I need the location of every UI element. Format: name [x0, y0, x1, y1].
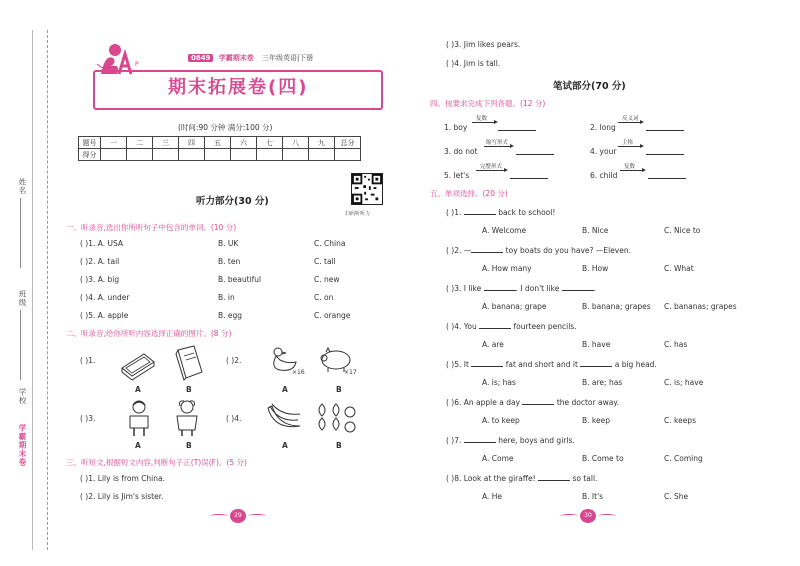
q5-option-c[interactable]: C. bananas; grapes	[664, 302, 737, 311]
q4-word: 1. boy	[444, 123, 468, 132]
score-table	[78, 136, 361, 161]
score-cell: 四	[179, 137, 205, 149]
q4-requirement: 主格	[622, 140, 634, 146]
q4-word: 6. child	[590, 171, 618, 180]
q5-option-b[interactable]: B. Come to	[582, 454, 624, 463]
ornament-left	[560, 514, 578, 518]
q4-word: 2. long	[590, 123, 616, 132]
option-a-label: A	[135, 441, 141, 450]
school-label: 学校	[18, 388, 27, 405]
q5-question-text: .	[593, 284, 597, 293]
score-input-cell[interactable]	[127, 149, 153, 161]
class-label: 班级	[18, 290, 27, 307]
q4-answer-blank[interactable]	[648, 171, 686, 181]
score-input-cell[interactable]	[335, 149, 361, 161]
page-number-left	[208, 509, 268, 523]
page-number-value: 29	[230, 509, 246, 523]
q1-option-c[interactable]: C. new	[314, 275, 340, 284]
q4-answer-blank[interactable]	[646, 123, 684, 133]
option-a-label: A	[282, 385, 288, 394]
q4-requirement: 反义词	[622, 116, 639, 122]
q5-option-b[interactable]: B. It's	[582, 492, 604, 501]
option-b-label: B	[186, 441, 192, 450]
score-cell: 七	[257, 137, 283, 149]
score-input-cell[interactable]	[283, 149, 309, 161]
score-cell: 一	[101, 137, 127, 149]
q5-option-c[interactable]: C. keeps	[664, 416, 696, 425]
q5-heading: 五、单项选择。(20 分)	[430, 189, 508, 198]
q3-item[interactable]: ( )2. Lily is Jim's sister.	[80, 492, 164, 501]
q1-option-b[interactable]: B. in	[218, 293, 235, 302]
q1-item-number[interactable]: ( )3. A. big	[80, 275, 120, 284]
q2-item-number[interactable]: ( )1.	[80, 356, 96, 365]
q5-option-a[interactable]: A. are	[482, 340, 504, 349]
q5-question[interactable]	[446, 473, 597, 483]
ornament-left	[210, 514, 228, 518]
q5-question[interactable]	[446, 207, 555, 217]
q4-requirement: 完整形式	[480, 164, 503, 170]
q5-question[interactable]	[446, 397, 619, 407]
score-row-header	[79, 137, 361, 149]
q1-option-b[interactable]: B. beautiful	[218, 275, 262, 284]
q5-option-b[interactable]: B. banana; grapes	[582, 302, 651, 311]
page-title: 期末拓展卷(四)	[168, 77, 309, 98]
q4-heading: 四、按要求完成下列各题。(12 分)	[430, 99, 546, 108]
q1-option-b[interactable]: B. ten	[218, 257, 241, 266]
q1-option-b[interactable]: B. UK	[218, 239, 239, 248]
q1-option-c[interactable]: C. on	[314, 293, 334, 302]
time-info: (时间:90 分钟 满分:100 分)	[178, 123, 273, 132]
score-cell: 总分	[335, 137, 361, 149]
q5-option-a[interactable]: A. He	[482, 492, 503, 501]
binding-line	[32, 30, 33, 550]
q3-heading: 三、听短文,根据短文内容,判断句子正(T)误(F)。(5 分)	[66, 458, 247, 467]
q4-answer-blank[interactable]	[498, 123, 536, 133]
q2-item-number[interactable]: ( )2.	[226, 356, 242, 365]
q5-question-text: toy boats do you have? —Eleven.	[505, 246, 631, 255]
q4-requirement: 复数	[624, 164, 636, 170]
name-label: 姓名	[18, 178, 27, 195]
q5-question-text: the doctor away.	[556, 398, 620, 407]
pencil-box-icon[interactable]	[118, 348, 158, 382]
page-number-value: 30	[580, 509, 596, 523]
arrow-icon	[620, 170, 644, 171]
option-a-label: A	[135, 385, 141, 394]
score-cell: 五	[205, 137, 231, 149]
score-cell: 六	[231, 137, 257, 149]
ornament-right	[598, 514, 616, 518]
score-input-cell[interactable]	[179, 149, 205, 161]
q5-question-text: ( )4. You	[446, 322, 477, 331]
score-cell: 二	[127, 137, 153, 149]
grade-info: 三年级英语|下册	[261, 54, 314, 62]
q5-option-c[interactable]: C. She	[664, 492, 689, 501]
q5-option-b[interactable]: B. keep	[582, 416, 610, 425]
qr-label: 扫码听听力	[345, 211, 371, 217]
q4-answer-blank[interactable]	[646, 147, 684, 157]
q1-option-c[interactable]: C. orange	[314, 311, 351, 320]
score-input-cell[interactable]	[309, 149, 335, 161]
bananas-icon[interactable]	[264, 400, 304, 434]
option-b-label: B	[336, 385, 342, 394]
q5-question-text: ( )3. I like	[446, 284, 482, 293]
q1-item-number[interactable]: ( )4. A. under	[80, 293, 130, 302]
q1-option-c[interactable]: C. China	[314, 239, 346, 248]
q5-option-b[interactable]: B. How	[582, 264, 609, 273]
q5-question[interactable]	[446, 283, 596, 293]
q5-question-text: ( )7.	[446, 436, 462, 445]
q5-option-a[interactable]: A. is; has	[482, 378, 516, 387]
score-row-values	[79, 149, 361, 161]
score-cell: 三	[153, 137, 179, 149]
q1-heading: 一、听录音,选出你所听句子中包含的单词。(10 分)	[66, 223, 237, 232]
q1-item-number[interactable]: ( )1. A. USA	[80, 239, 124, 248]
written-title: 笔试部分(70 分)	[553, 81, 626, 92]
name-field-line[interactable]	[20, 198, 21, 268]
score-cell: 得分	[79, 149, 101, 161]
q5-question-text: a big head.	[614, 360, 657, 369]
q5-option-b[interactable]: B. are; has	[582, 378, 623, 387]
q5-option-a[interactable]: A. How many	[482, 264, 532, 273]
series-name: 学霸期末卷	[218, 54, 254, 62]
q1-option-b[interactable]: B. egg	[218, 311, 243, 320]
q1-item-number[interactable]: ( )2. A. tail	[80, 257, 120, 266]
score-input-cell[interactable]	[205, 149, 231, 161]
q5-question-text: here, boys and girls.	[498, 436, 575, 445]
cut-line	[47, 30, 48, 550]
q5-option-c[interactable]: C. Coming	[664, 454, 703, 463]
arrow-icon	[472, 122, 496, 123]
q5-option-c[interactable]: C. Nice to	[664, 226, 701, 235]
q5-question-text: ( )8. Look at the giraffe!	[446, 474, 536, 483]
q5-option-b[interactable]: B. Nice	[582, 226, 609, 235]
duck-count: ×16	[292, 369, 305, 376]
score-cell: 九	[309, 137, 335, 149]
q2-item-number[interactable]: ( )4.	[226, 414, 242, 423]
q5-question[interactable]	[446, 435, 575, 445]
q5-option-a[interactable]: A. Welcome	[482, 226, 527, 235]
q5-question-text: ( )5. It	[446, 360, 469, 369]
q1-item-number[interactable]: ( )5. A. apple	[80, 311, 129, 320]
binding-strip	[0, 0, 58, 566]
q5-question-text: fat and short and it	[505, 360, 578, 369]
q5-question-text: ( )1.	[446, 208, 462, 217]
q4-answer-blank[interactable]	[510, 171, 548, 181]
option-b-label: B	[186, 385, 192, 394]
q5-question-text: ( )2. —	[446, 246, 472, 255]
arrow-icon	[484, 146, 512, 147]
q3-item[interactable]: ( )4. Jim is tall.	[446, 59, 501, 68]
q5-question-text: fourteen pencils.	[513, 322, 577, 331]
q5-question[interactable]	[446, 321, 577, 331]
q4-word: 3. do not	[444, 147, 478, 156]
q4-requirement: 缩写形式	[486, 140, 509, 146]
q5-question-text: back to school!	[498, 208, 556, 217]
score-input-cell[interactable]	[257, 149, 283, 161]
q4-word: 4. your	[590, 147, 617, 156]
q5-question-text: . I don't like	[515, 284, 560, 293]
series-line	[188, 53, 313, 63]
q5-option-a[interactable]: A. banana; grape	[482, 302, 547, 311]
arrow-icon	[618, 122, 642, 123]
score-input-cell[interactable]	[101, 149, 127, 161]
grandpa-icon[interactable]	[172, 398, 202, 438]
q5-option-c[interactable]: C. What	[664, 264, 694, 273]
q3-item[interactable]: ( )1. Lily is from China.	[80, 474, 165, 483]
ornament-right	[248, 514, 266, 518]
q4-word: 5. let's	[444, 171, 470, 180]
series-tag: 0849	[188, 54, 213, 62]
arrow-icon	[476, 170, 506, 171]
q4-answer-blank[interactable]	[516, 147, 554, 157]
strawberries-icon[interactable]	[314, 400, 358, 436]
book-icon[interactable]	[172, 344, 206, 382]
boy-icon[interactable]	[124, 398, 154, 438]
q1-option-c[interactable]: C. tall	[314, 257, 336, 266]
q5-option-c[interactable]: C. is; have	[664, 378, 704, 387]
q2-item-number[interactable]: ( )3.	[80, 414, 96, 423]
arrow-icon	[618, 146, 642, 147]
q5-option-b[interactable]: B. have	[582, 340, 611, 349]
q5-question[interactable]	[446, 359, 657, 369]
score-cell: 八	[283, 137, 309, 149]
listening-title: 听力部分(30 分)	[196, 196, 269, 207]
score-input-cell[interactable]	[153, 149, 179, 161]
qr-code-icon[interactable]	[351, 173, 383, 205]
svg-text:P: P	[135, 61, 139, 68]
q5-option-a[interactable]: A. Come	[482, 454, 514, 463]
q5-question-text: ( )6. An apple a day	[446, 398, 521, 407]
q3-item[interactable]: ( )3. Jim likes pears.	[446, 40, 521, 49]
class-field-line[interactable]	[20, 310, 21, 380]
q4-requirement: 复数	[476, 116, 488, 122]
score-input-cell[interactable]	[231, 149, 257, 161]
score-cell: 题号	[79, 137, 101, 149]
q2-heading: 二、听录音,给你所听内容选择正确的图片。(8 分)	[66, 329, 232, 338]
q5-option-a[interactable]: A. to keep	[482, 416, 520, 425]
page-number-right	[558, 509, 618, 523]
option-b-label: B	[336, 441, 342, 450]
q5-question[interactable]	[446, 245, 631, 255]
q5-question-text: so tall.	[572, 474, 598, 483]
option-a-label: A	[282, 441, 288, 450]
q5-option-c[interactable]: C. has	[664, 340, 688, 349]
brand-vertical-label: 学霸期末卷	[18, 424, 27, 467]
pig-count: ×17	[344, 369, 357, 376]
